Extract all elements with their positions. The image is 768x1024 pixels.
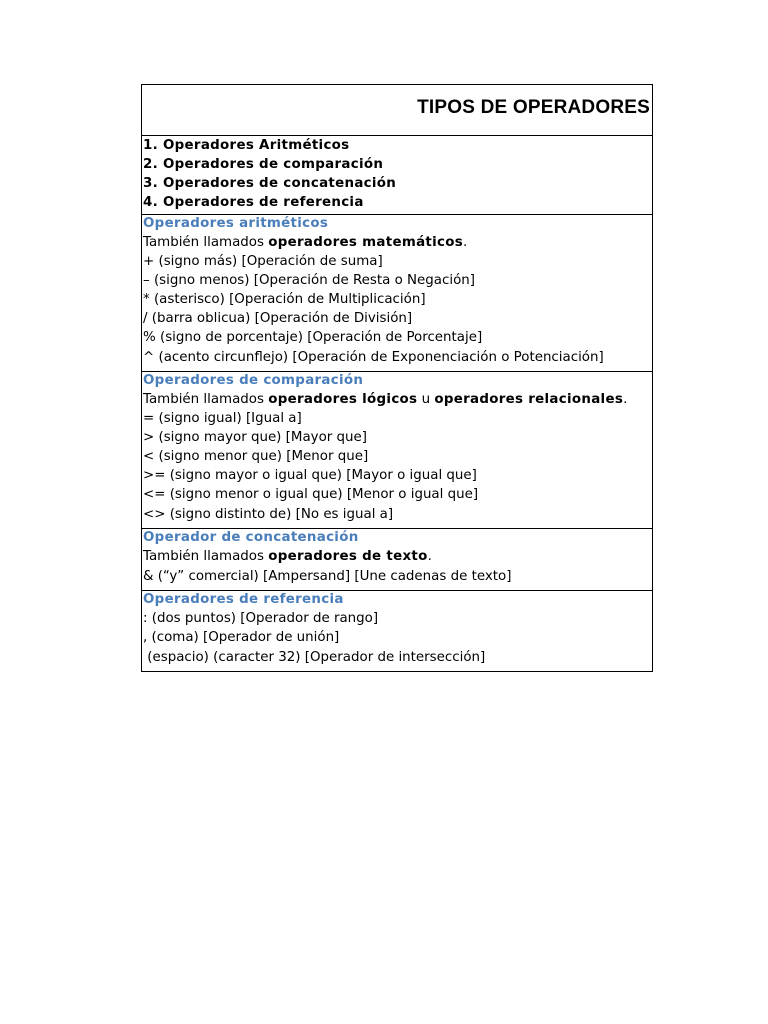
- operator-item: <> (signo distinto de) [No es igual a]: [143, 507, 394, 522]
- operator-item: – (signo menos) [Operación de Resta o Negación]: [143, 273, 475, 288]
- section-heading: Operadores de comparación: [143, 373, 364, 388]
- section-heading: Operadores aritméticos: [143, 216, 329, 231]
- operator-item: / (barra oblicua) [Operación de División]: [143, 311, 413, 326]
- operator-item: <= (signo menor o igual que) [Menor o igual que]: [143, 487, 479, 502]
- operator-item: = (signo igual) [Igual a]: [143, 411, 302, 426]
- concatenation-section: [142, 529, 652, 591]
- index-item: 2. Operadores de comparación: [143, 157, 384, 172]
- operator-item: >= (signo mayor o igual que) [Mayor o igual que]: [143, 468, 477, 483]
- index-section: [142, 136, 652, 215]
- operator-item: > (signo mayor que) [Mayor que]: [143, 430, 367, 445]
- operators-table: [141, 84, 653, 672]
- section-intro: También llamados operadores matemáticos.: [143, 235, 468, 250]
- operator-item: : (dos puntos) [Operador de rango]: [143, 611, 379, 626]
- operator-item: (espacio) (caracter 32) [Operador de intersección]: [143, 650, 486, 665]
- page-title: TIPOS DE OPERADORES: [417, 97, 650, 118]
- index-item: 3. Operadores de concatenación: [143, 176, 397, 191]
- section-heading: Operador de concatenación: [143, 530, 359, 545]
- operator-item: & (“y” comercial) [Ampersand] [Une cadenas de texto]: [143, 569, 512, 584]
- section-intro: También llamados operadores de texto.: [143, 549, 432, 564]
- operator-item: , (coma) [Operador de unión]: [143, 630, 340, 645]
- reference-section: [142, 591, 652, 672]
- arithmetic-section: [142, 215, 652, 372]
- index-item: 1. Operadores Aritméticos: [143, 138, 350, 153]
- index-item: 4. Operadores de referencia: [143, 195, 364, 210]
- operator-item: < (signo menor que) [Menor que]: [143, 449, 369, 464]
- section-intro: También llamados operadores lógicos u operadores relacionales.: [143, 392, 628, 407]
- section-heading: Operadores de referencia: [143, 592, 344, 607]
- operator-item: + (signo más) [Operación de suma]: [143, 254, 383, 269]
- comparison-section: [142, 372, 652, 529]
- operator-item: ^ (acento circunflejo) [Operación de Exponenciación o Potenciación]: [143, 350, 604, 365]
- operator-item: * (asterisco) [Operación de Multiplicación]: [143, 292, 426, 307]
- title-row: [142, 85, 652, 136]
- operator-item: % (signo de porcentaje) [Operación de Porcentaje]: [143, 330, 483, 345]
